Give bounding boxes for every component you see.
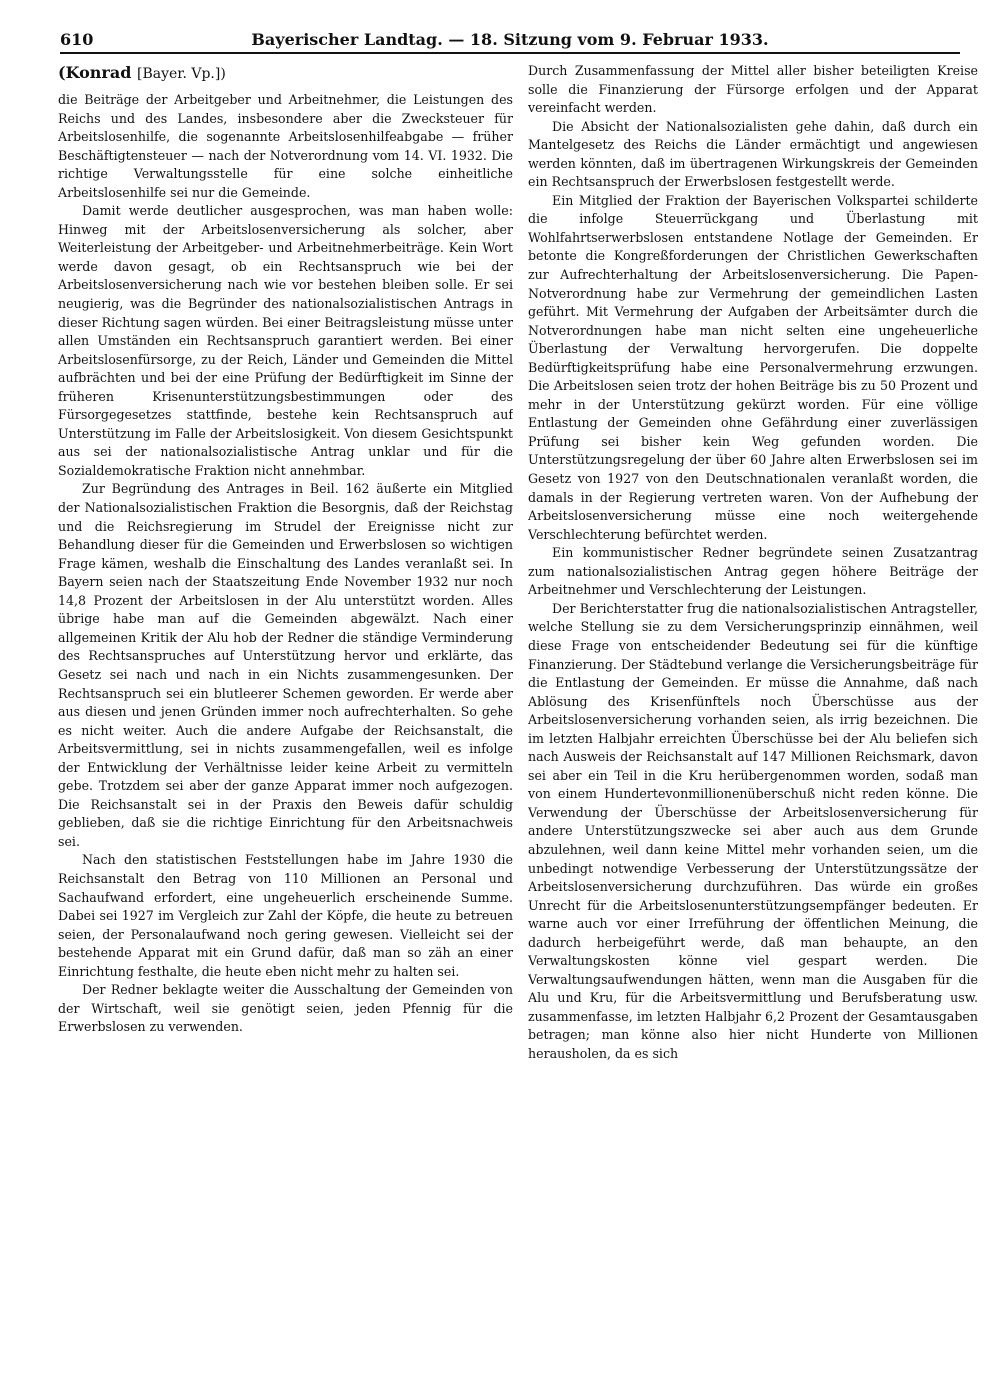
page-header xyxy=(60,30,960,54)
right-column xyxy=(528,62,978,1372)
running-title: Bayerischer Landtag. — 18. Sitzung vom 9. Februar 1933. xyxy=(251,30,769,49)
paragraph: Ein Mitglied der Fraktion der Bayerischen Volkspartei schilderte die infolge Steuerrückgang und Überlastung mit Wohlfahrtserwerbslosen entstandene Notlage der Gemeinden. Er betonte die Kongreßforderungen der Christlichen Gewerkschaften zur Aufrechterhaltung der Arbeitslosenversicherung. Die Papen-Notverordnung habe zur Vermehrung der gemeindlichen Lasten geführt. Mit Vermehrung der Aufgaben der Arbeitsämter durch die Notverordnungen habe man nicht selten eine ungeheuerliche Überlastung der Verwaltung hervorgerufen. Die doppelte Bedürftigkeitsprüfung habe eine Personalvermehrung erzwungen. Die Arbeitslosen seien trotz der hohen Beiträge bis zu 50 Prozent und mehr in der Unterstützung gekürzt worden. Für eine völlige Entlastung der Gemeinden ohne Gefährdung einer zuverlässigen Prüfung sei bisher kein Weg gefunden worden. Die Unterstützungsregelung der über 60 Jahre alten Erwerbslosen sei im Gesetz von 1927 von den Deutschnationalen veranlaßt worden, die damals in der Regierung vertreten waren. Von der Aufhebung der Arbeitslosenversicherung müsse eine noch weitergehende Verschlechterung befürchtet werden. xyxy=(528,192,978,542)
page-number: 610 xyxy=(60,30,94,49)
paragraph: Zur Begründung des Antrages in Beil. 162 äußerte ein Mitglied der Nationalsozialistischen Fraktion die Besorgnis, daß der Reichstag und die Reichsregierung im Strudel der Ereignisse nicht zur Behandlung dieser für die Gemeinden und Erwerbslosen so wichtigen Frage kämen, weshalb die Einschaltung des Landes veranlaßt sei. In Bayern seien nach der Staatszeitung Ende November 1932 nur noch 14,8 Prozent der Arbeitslosen in der Alu unterstützt worden. Alles übrige habe man auf die Gemeinden abgewälzt. Nach einer allgemeinen Kritik der Alu hob der Redner die ständige Verminderung des Rechtsanspruches auf Unterstützung hervor und erklärte, das Gesetz sei nach und nach in ein Nichts zusammengesunken. Der Rechtsanspruch sei ein blutleerer Schemen geworden. Er werde aber aus diesen und jenen Gründen immer noch aufrechterhalten. So gehe es nicht weiter. Auch die andere Aufgabe der Reichsanstalt, die Arbeitsvermittlung, sei in nichts zusammengefallen, weil es infolge der Entwicklung der Verhältnisse leider keine Arbeit zu vermitteln gebe. Trotzdem sei aber der ganze Apparat immer noch aufgezogen. Die Reichsanstalt sei in der Praxis den Beweis dafür schuldig geblieben, daß sie die richtige Einrichtung für den Arbeitsnachweis sei. xyxy=(58,481,513,849)
paragraph: Der Berichterstatter frug die nationalsozialistischen Antragsteller, welche Stellung sie zu dem Versicherungsprinzip einnähmen, weil diese Frage von entscheidender Bedeutung sei für die künftige Finanzierung. Der Städtebund verlange die Versicherungsbeiträge für die Entlastung der Gemeinden. Er müsse die Annahme, daß nach Ablösung des Krisenfünftels noch Überschüsse aus der Arbeitslosenversicherung vorhanden seien, als irrig bezeichnen. Die im letzten Halbjahr erreichten Überschüsse bei der Alu beliefen sich nach Ausweis der Reichsanstalt auf 147 Millionen Reichsmark, davon sei aber ein Teil in die Kru herübergenommen worden, sodaß man von einem Hundertevonmillionenüberschuß nicht reden könne. Die Verwendung der Überschüsse der Arbeitslosenversicherung für andere Unterstützungszwecke sei aber auch aus dem Grunde abzulehnen, weil dann keine Mittel mehr vorhanden seien, um die unbedingt notwendige Verbesserung der Unterstützungssätze der Arbeitslosenversicherung durchzuführen. Das würde ein großes Unrecht für die Arbeitslosenunterstützungsempfänger bedeuten. Er warne auch vor einer Irreführung der öffentlichen Meinung, die dadurch herbeigeführt werde, daß man behaupte, an den Verwaltungskosten könne viel gespart werden. Die Verwaltungsaufwendungen hätten, wenn man die Ausgaben für die Alu und Kru, für die Arbeitsvermittlung und Berufsberatung usw. zusammenfasse, im letzten Halbjahr 6,2 Prozent der Gesamtausgaben betragen; man könne also hier nicht Hunderte von Millionen herausholen, da es sich xyxy=(528,600,978,1061)
paragraph: Nach den statistischen Feststellungen habe im Jahre 1930 die Reichsanstalt den Betrag von 110 Millionen an Personal und Sachaufwand erfordert, eine ungeheuerlich erscheinende Summe. Dabei sei 1927 im Vergleich zur Zahl der Köpfe, die heute zu betreuen seien, der Personalaufwand noch gering gewesen. Vielleicht sei der bestehende Apparat mit ein Grund dafür, daß man so zäh an einer Einrichtung festhalte, die heute eben nicht mehr zu halten sei. xyxy=(58,852,513,979)
text-columns xyxy=(58,62,978,1372)
speaker-party: [Bayer. Vp.]) xyxy=(137,66,226,82)
paragraph: Der Redner beklagte weiter die Ausschaltung der Gemeinden von der Wirtschaft, weil sie genötigt seien, jeden Pfennig für die Erwerbslosen zu verwenden. xyxy=(58,982,513,1035)
paragraph: Damit werde deutlicher ausgesprochen, was man haben wolle: Hinweg mit der Arbeitslosenversicherung als solcher, aber Weiterleistung der Arbeitgeber- und Arbeitnehmerbeiträge. Kein Wort werde davon gesagt, ob ein Rechtsanspruch wie bei der Arbeitslosenversicherung nach wie vor bestehen bleiben solle. Er sei neugierig, was die Begründer des nationalsozialistischen Antrags in dieser Richtung sagen würden. Bei einer Beitragsleistung müsse unter allen Umständen ein Rechtsanspruch garantiert werden. Bei einer Arbeitslosenfürsorge, zu der Reich, Länder und Gemeinden die Mittel aufbrächten und bei der eine Prüfung der Bedürftigkeit im Sinne der früheren Krisenunterstützungsbestimmungen oder des Fürsorgegesetzes stattfinde, bestehe kein Rechtsanspruch auf Unterstützung im Falle der Arbeitslosigkeit. Von diesem Gesichtspunkt aus sei der nationalsozialistische Antrag unklar und für die Sozialdemokratische Fraktion nicht annehmbar. xyxy=(58,203,513,478)
paragraph: die Beiträge der Arbeitgeber und Arbeitnehmer, die Leistungen des Reichs und des Landes, insbesondere aber die Zwecksteuer für Arbeitslosenhilfe, die sogenannte Arbeitslosenhilfeabgabe — früher Beschäftigtensteuer — nach der Notverordnung vom 14. VI. 1932. Die richtige Verwaltungsstelle für eine solche einheitliche Arbeitslosenhilfe sei nur die Gemeinde. xyxy=(58,92,513,200)
left-column xyxy=(58,62,513,1372)
speaker-label xyxy=(58,62,513,85)
paragraph: Die Absicht der Nationalsozialisten gehe dahin, daß durch ein Mantelgesetz des Reichs die Länder ermächtigt und angewiesen werden könnten, daß im übertragenen Wirkungskreis der Gemeinden ein Rechtsanspruch der Erwerbslosen festgestellt werde. xyxy=(528,118,978,190)
paragraph: Durch Zusammenfassung der Mittel aller bisher beteiligten Kreise solle die Finanzierung der Fürsorge erfolgen und der Apparat vereinfacht werden. xyxy=(528,63,978,116)
paragraph: Ein kommunistischer Redner begründete seinen Zusatzantrag zum nationalsozialistischen Antrag gegen höhere Beiträge der Arbeitnehmer und Verschlechterung der Leistungen. xyxy=(528,545,978,598)
speaker-name: (Konrad xyxy=(58,63,132,82)
